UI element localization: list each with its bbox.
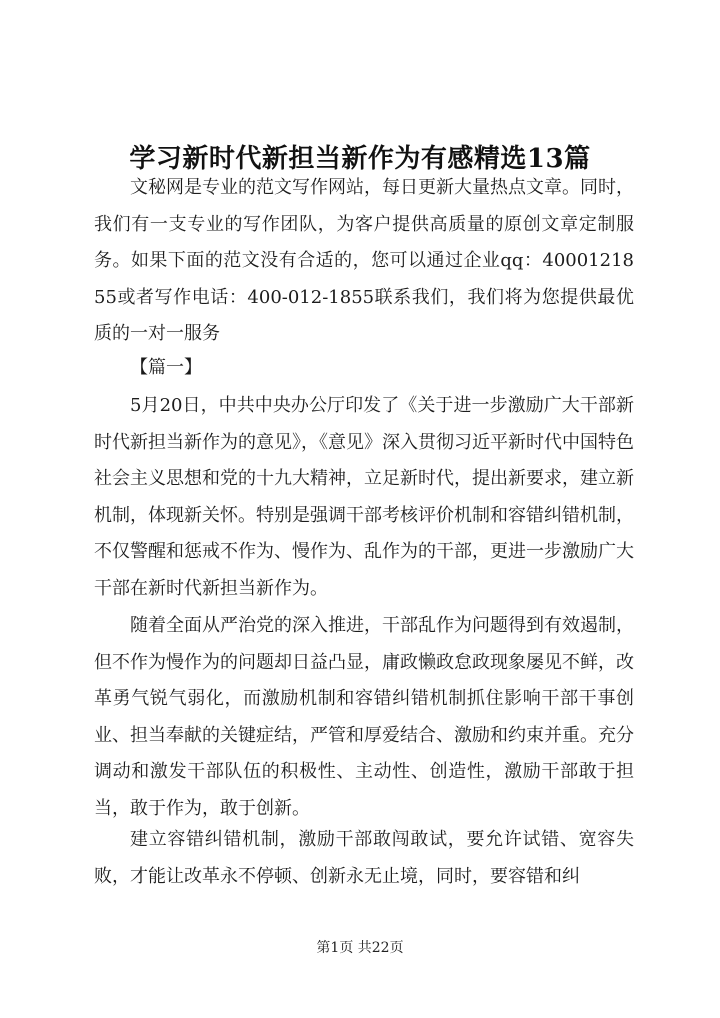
body-paragraph-2: 随着全面从严治党的深入推进，干部乱作为问题得到有效遏制，但不作为慢作为的问题却日益凸显，庸政懒政怠政现象屡见不鲜，改革勇气锐气弱化，而激励机制和容错纠错机制抓住影响干部干事创业、担当奉献的关键症结，严管和厚爱结合、激励和约束并重。充分调动和激发干部队伍的积极性、主动性、创造性，激励干部敢于担当，敢于作为，敢于创新。	[94, 615, 634, 819]
section-heading: 【篇一】	[130, 357, 202, 378]
body-paragraph-1: 5月20日，中共中央办公厅印发了《关于进一步激励广大干部新时代新担当新作为的意见》，《意见》深入贯彻习近平新时代中国特色社会主义思想和党的十九大精神，立足新时代，提出新要求，建立新机制，体现新关怀。特别是强调干部考核评价机制和容错纠错机制，不仅警醒和惩戒不作为、慢作为、乱作为的干部，更进一步激励广大干部在新时代新担当新作为。	[94, 395, 634, 599]
page-footer: 第1页 共22页	[316, 940, 404, 956]
document-title: 学习新时代新担当新作为有感精选13篇	[129, 144, 591, 175]
body-paragraph-3: 建立容错纠错机制，激励干部敢闯敢试，要允许试错、宽容失败，才能让改革永不停顿、创新永无止境，同时，要容错和纠	[94, 829, 634, 887]
intro-paragraph: 文秘网是专业的范文写作网站，每日更新大量热点文章。同时，我们有一支专业的写作团队，为客户提供高质量的原创文章定制服务。如果下面的范文没有合适的，您可以通过企业qq：4000121855或者写作电话：400-012-1855联系我们，我们将为您提供最优质的一对一服务	[94, 177, 634, 344]
